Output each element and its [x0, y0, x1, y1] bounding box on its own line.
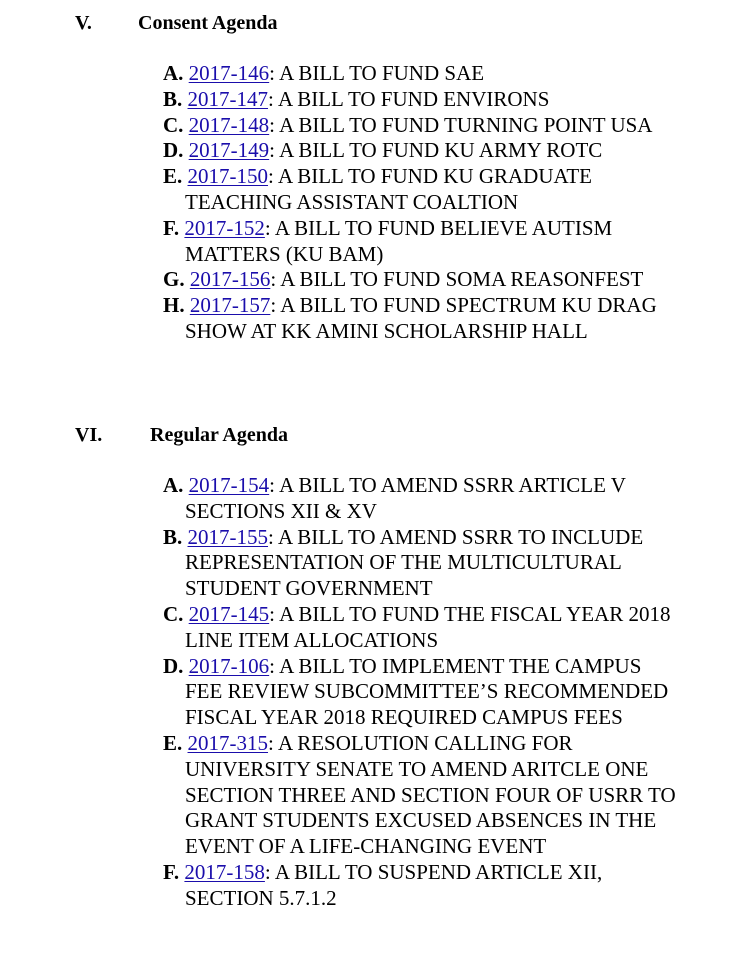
regular-agenda-list [163, 473, 683, 912]
item-letter: A. [163, 61, 189, 85]
agenda-item [163, 113, 683, 139]
item-letter: A. [163, 473, 189, 497]
item-text: : A BILL TO FUND ENVIRONS [268, 86, 550, 111]
consent-agenda-list [163, 61, 683, 345]
item-letter: F. [163, 859, 185, 884]
item-text: : A BILL TO FUND KU GRADUATE TEACHING ASSISTANT COALTION [185, 164, 592, 214]
bill-link[interactable]: 2017-148 [188, 112, 270, 137]
item-text: : A BILL TO FUND BELIEVE AUTISM MATTERS (KU BAM) [185, 215, 613, 266]
agenda-item [163, 216, 683, 268]
section-title: Regular Agenda [150, 424, 288, 446]
agenda-item [163, 61, 683, 87]
bill-link[interactable]: 2017-147 [187, 86, 269, 111]
item-text: : A BILL TO SUSPEND ARTICLE XII, SECTION 5.7.1.2 [185, 859, 603, 910]
section-numeral: V. [75, 12, 92, 34]
bill-link[interactable]: 2017-156 [189, 267, 271, 292]
section-heading-consent-agenda [75, 10, 475, 36]
item-letter: D. [163, 138, 189, 163]
item-letter: C. [163, 112, 189, 137]
item-text: : A BILL TO FUND KU ARMY ROTC [269, 138, 603, 163]
bill-link[interactable]: 2017-106 [188, 653, 270, 678]
bill-link[interactable]: 2017-150 [187, 164, 269, 189]
item-text: : A RESOLUTION CALLING FOR UNIVERSITY SENATE TO AMEND ARITCLE ONE SECTION THREE AND SECTION FOUR OF USRR TO GRANT STUDENTS EXCUSED ABSENCES IN THE EVENT OF A LIFE-CHANGING EVENT [185, 730, 676, 859]
item-text: : A BILL TO FUND TURNING POINT USA [269, 112, 653, 137]
agenda-item [163, 293, 683, 345]
agenda-item [163, 164, 683, 216]
agenda-item [163, 87, 683, 113]
bill-link[interactable]: 2017-315 [187, 730, 269, 755]
item-letter: H. [163, 293, 190, 318]
item-text: : A BILL TO FUND SAE [269, 61, 485, 85]
section-heading-regular-agenda [75, 422, 475, 448]
item-text: : A BILL TO IMPLEMENT THE CAMPUS FEE REVIEW SUBCOMMITTEE’S RECOMMENDED FISCAL YEAR 2018 REQUIRED CAMPUS FEES [185, 653, 669, 730]
bill-link[interactable]: 2017-157 [189, 293, 271, 318]
bill-link[interactable]: 2017-158 [184, 859, 265, 884]
section-title: Consent Agenda [138, 12, 278, 34]
item-letter: G. [163, 267, 190, 292]
item-text: : A BILL TO FUND SPECTRUM KU DRAG SHOW AT KK AMINI SCHOLARSHIP HALL [185, 293, 657, 343]
item-letter: E. [163, 730, 188, 755]
item-letter: C. [163, 601, 189, 626]
bill-link[interactable]: 2017-149 [188, 138, 270, 163]
bill-link[interactable]: 2017-146 [188, 61, 270, 85]
agenda-item [163, 138, 683, 164]
item-letter: B. [163, 86, 188, 111]
agenda-item [163, 525, 683, 602]
item-text: : A BILL TO AMEND SSRR TO INCLUDE REPRESENTATION OF THE MULTICULTURAL STUDENT GOVERNMENT [185, 524, 644, 601]
bill-link[interactable]: 2017-152 [184, 215, 265, 240]
bill-link[interactable]: 2017-155 [187, 524, 269, 549]
agenda-item [163, 473, 683, 525]
item-letter: D. [163, 653, 189, 678]
section-numeral: VI. [75, 424, 103, 446]
agenda-item [163, 602, 683, 654]
item-letter: E. [163, 164, 188, 189]
agenda-item [163, 860, 683, 912]
agenda-item [163, 731, 683, 860]
item-text: : A BILL TO FUND THE FISCAL YEAR 2018 LINE ITEM ALLOCATIONS [185, 601, 671, 652]
agenda-item [163, 654, 683, 731]
item-text: : A BILL TO AMEND SSRR ARTICLE V SECTIONS XII & XV [185, 473, 626, 523]
item-letter: B. [163, 524, 188, 549]
bill-link[interactable]: 2017-145 [188, 601, 270, 626]
item-text: : A BILL TO FUND SOMA REASONFEST [270, 267, 644, 292]
bill-link[interactable]: 2017-154 [188, 473, 270, 497]
agenda-item [163, 267, 683, 293]
item-letter: F. [163, 215, 185, 240]
